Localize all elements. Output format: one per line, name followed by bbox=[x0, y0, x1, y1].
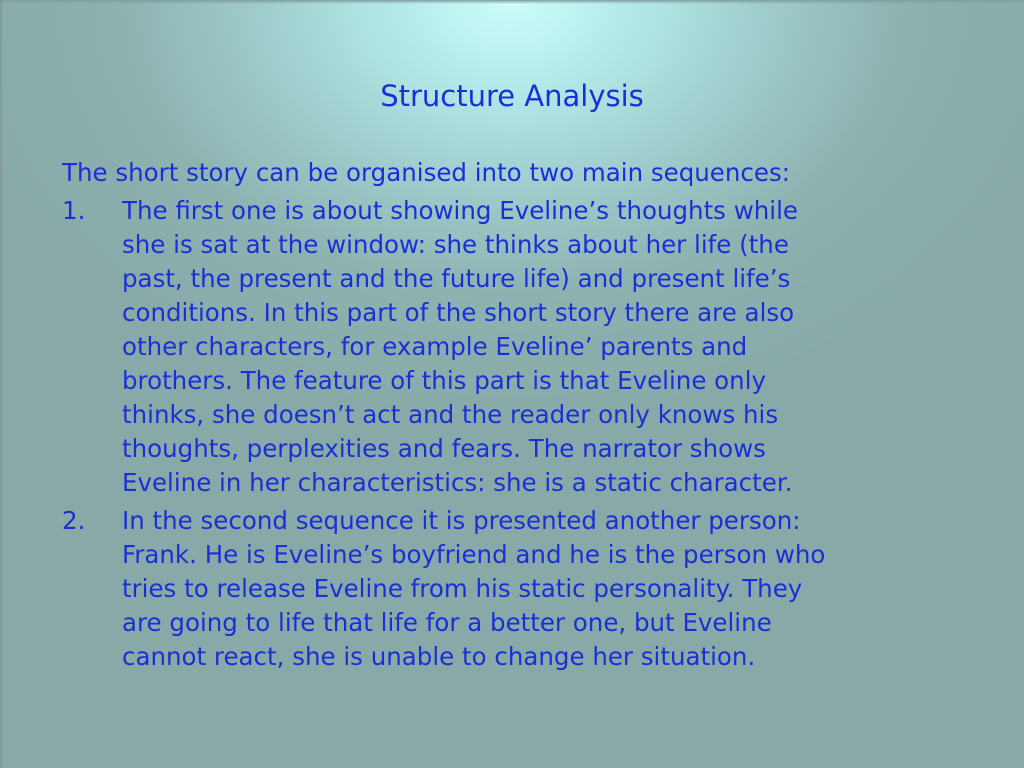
list-item-line: Eveline in her characteristics: she is a static character. bbox=[122, 468, 793, 497]
list-item-line: brothers. The feature of this part is that Eveline only bbox=[122, 366, 766, 395]
list-item-line: past, the present and the future life) and present life’s bbox=[122, 264, 791, 293]
list-item-number: 2. bbox=[62, 506, 86, 535]
list-item-line: Frank. He is Eveline’s boyfriend and he is the person who bbox=[122, 540, 826, 569]
list-item-line: In the second sequence it is presented another person: bbox=[122, 506, 801, 535]
list-item-number: 1. bbox=[62, 196, 86, 225]
list-item-line: The first one is about showing Eveline’s thoughts while bbox=[122, 196, 798, 225]
list-item-line: conditions. In this part of the short story there are also bbox=[122, 298, 795, 327]
slide-title: Structure Analysis bbox=[380, 79, 644, 113]
list-item-line: thoughts, perplexities and fears. The narrator shows bbox=[122, 434, 766, 463]
slide-body bbox=[62, 156, 962, 678]
sequence-list bbox=[62, 194, 962, 674]
list-item-line: other characters, for example Eveline’ parents and bbox=[122, 332, 748, 361]
list-item bbox=[62, 194, 962, 500]
list-item-line: cannot react, she is unable to change her situation. bbox=[122, 642, 756, 671]
list-item bbox=[62, 504, 962, 674]
list-item-line: are going to life that life for a better one, but Eveline bbox=[122, 608, 772, 637]
list-item-line: she is sat at the window: she thinks about her life (the bbox=[122, 230, 789, 259]
list-item-line: thinks, she doesn’t act and the reader only knows his bbox=[122, 400, 779, 429]
intro-text: The short story can be organised into two main sequences: bbox=[62, 158, 790, 187]
list-item-line: tries to release Eveline from his static personality. They bbox=[122, 574, 803, 603]
